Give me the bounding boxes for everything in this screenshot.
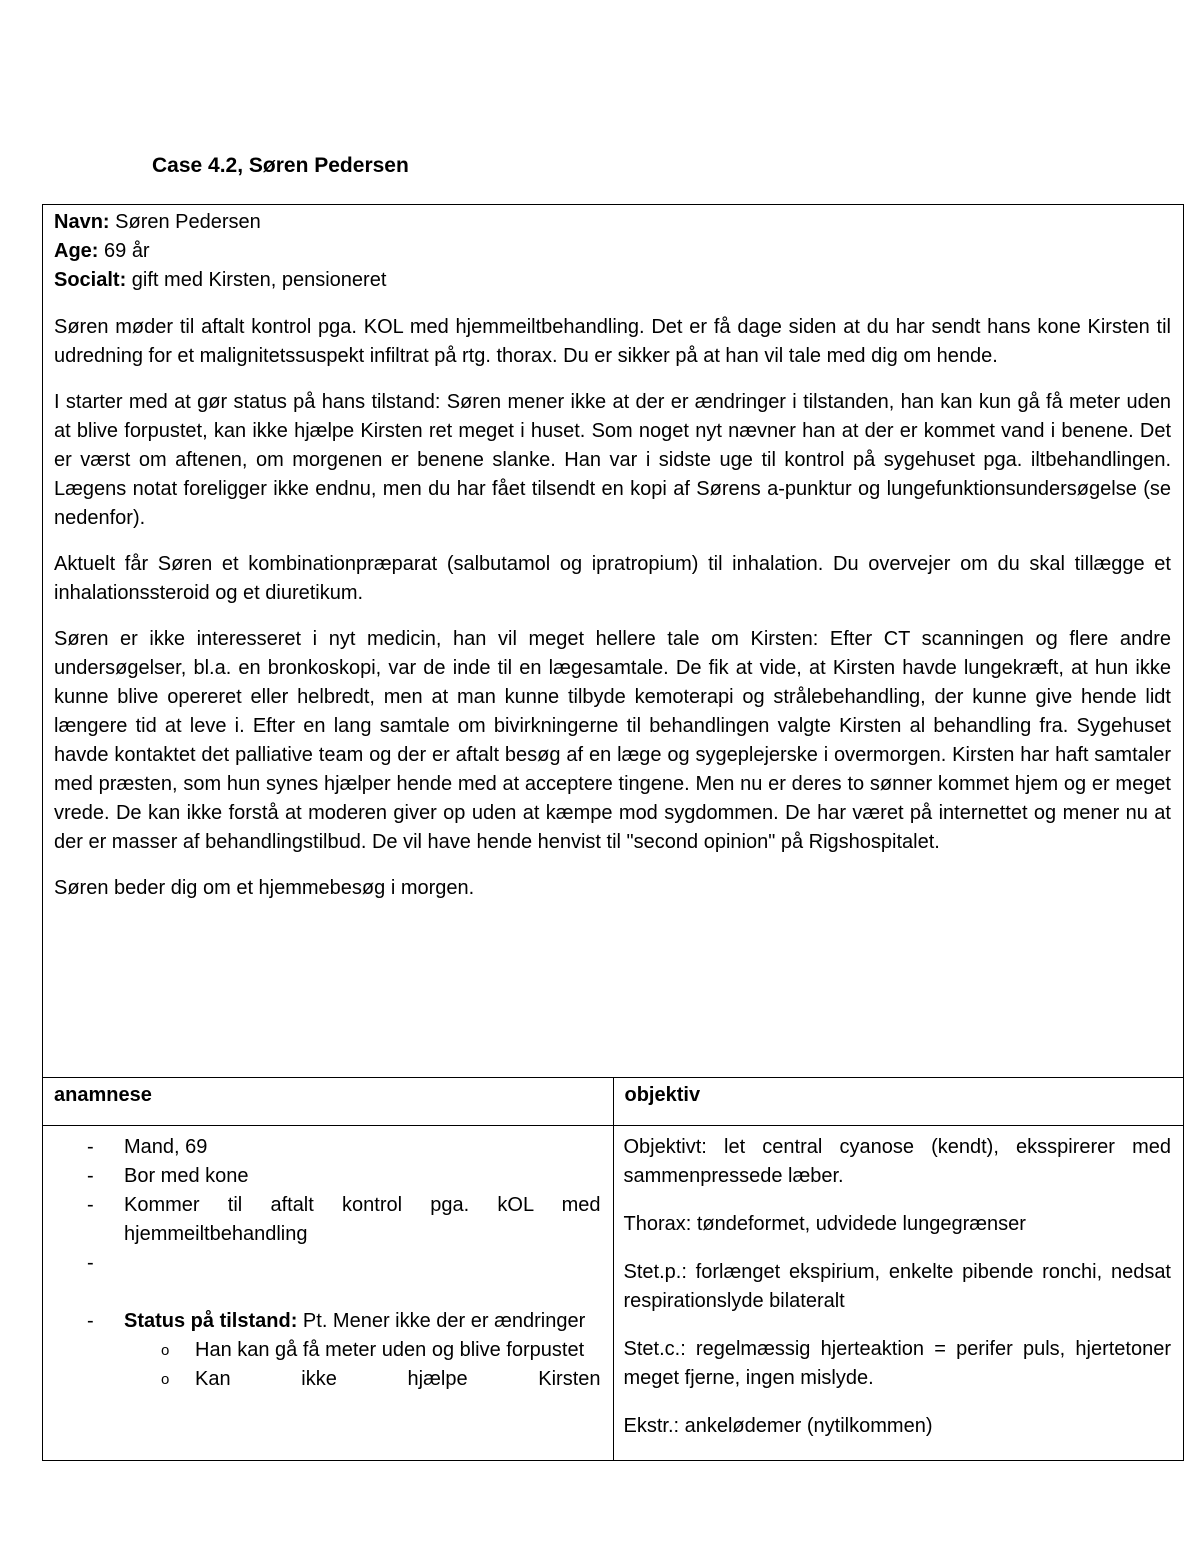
objektiv-paragraph: Objektivt: let central cyanose (kendt), eksspirerer med sammenpressede læber. (623, 1136, 1171, 1187)
case-paragraph: Søren er ikke interesseret i nyt medicin, han vil meget hellere tale om Kirsten: Efter CT scanningen og flere andre undersøgelser, bl.a. en bronkoskopi, var de inde til en lægesamtale. De fik at vide, at Kirsten havde lungekræft, at hun ikke kunne blive opereret eller helbredt, men at man kunne tilbyde kemoterapi og strålebehandling, der kunne give hende lidt længere tid at leve i. Efter en lang samtale om bivirkningerne til behandlingen valgte Kirsten al behandling fra. Sygehuset havde kontaktet det palliative team og der er aftalt besøg af en læge og sygeplejerske i overmorgen. Kirsten har haft samtaler med præsten, som hun synes hjælper hende med at acceptere tingene. Men nu er deres to sønner kommet hjem og er meget vrede. De kan ikke forstå at moderen giver op uden at kæmpe mod sygdommen. De har været på internettet og mener nu at der er masser af behandlingstilbud. De vil have hende henvist til "second opinion" på Rigshospitalet. (54, 628, 1171, 853)
social-line (54, 266, 1171, 295)
objektiv-paragraph: Stet.p.: forlænget ekspirium, enkelte pibende ronchi, nedsat respirationslyde bilateralt (623, 1261, 1171, 1312)
list-item-text: Mand, 69 (124, 1136, 208, 1158)
objektiv-paragraph: Stet.c.: regelmæssig hjerteaktion = perifer puls, hjertetoner meget fjerne, ingen mislyde. (623, 1338, 1171, 1389)
anamnese-cell (43, 1126, 614, 1461)
objektiv-paragraph: Thorax: tøndeformet, udvidede lungegrænser (623, 1213, 1026, 1235)
name-line (54, 208, 1171, 237)
list-item-empty: - (87, 1252, 94, 1274)
objektiv-cell (613, 1126, 1184, 1461)
social-label: Socialt: (54, 269, 127, 291)
sub-list-item: o Kan ikke hjælpe Kirsten (161, 1368, 601, 1390)
page-title: Case 4.2, Søren Pedersen (152, 154, 409, 177)
case-paragraph: Søren beder dig om et hjemmebesøg i morgen. (54, 877, 475, 899)
case-paragraph: Aktuelt får Søren et kombinationpræparat (salbutamol og ipratropium) til inhalation. Du overvejer om du skal tillægge et inhalationssteroid og et diuretikum. (54, 553, 1171, 604)
anamnese-header: anamnese (54, 1084, 152, 1106)
sub-list-item-text: Han kan gå få meter uden og blive forpustet (195, 1339, 585, 1361)
case-table (42, 204, 1184, 1461)
objektiv-paragraph: Ekstr.: ankelødemer (nytilkommen) (623, 1415, 933, 1437)
objektiv-header-cell (613, 1078, 1184, 1126)
list-item-text: Bor med kone (124, 1165, 249, 1187)
list-item: - Mand, 69 (87, 1136, 208, 1158)
social-value: gift med Kirsten, pensioneret (126, 269, 387, 291)
sub-list-item-text: Kan ikke hjælpe Kirsten (195, 1368, 601, 1390)
age-line (54, 237, 1171, 266)
case-description-cell (43, 205, 1184, 1078)
name-label: Navn: (54, 211, 110, 233)
status-text: Pt. Mener ikke der er ændringer (297, 1310, 586, 1332)
list-item-text: Kommer til aftalt kontrol pga. kOL med hjemmeiltbehandling (124, 1194, 601, 1245)
age-value: 69 år (98, 240, 150, 262)
list-item: - Kommer til aftalt kontrol pga. kOL med hjemmeiltbehandling (87, 1194, 601, 1245)
age-label: Age: (54, 240, 99, 262)
anamnese-header-cell (43, 1078, 614, 1126)
case-paragraph: Søren møder til aftalt kontrol pga. KOL med hjemmeiltbehandling. Det er få dage siden at du har sendt hans kone Kirsten til udredning for et malignitetssuspekt infiltrat på rtg. thorax. Du er sikker på at han vil tale med dig om hende. (54, 316, 1171, 367)
objektiv-header: objektiv (624, 1084, 701, 1106)
list-item-status: - Status på tilstand: Pt. Mener ikke der er ændringer (87, 1310, 586, 1332)
status-label: Status på tilstand: (124, 1310, 298, 1332)
sub-list-item: o Han kan gå få meter uden og blive forpustet (161, 1339, 585, 1361)
case-paragraph: I starter med at gør status på hans tilstand: Søren mener ikke at der er ændringer i tilstanden, han kan kun gå få meter uden at blive forpustet, kan ikke hjælpe Kirsten ret meget i huset. Som noget nyt nævner han at der er kommet vand i benene. Det er værst om aftenen, om morgenen er benene slanke. Han var i sidste uge til kontrol på sygehuset pga. iltbehandlingen. Lægens notat foreligger ikke endnu, men du har fået tilsendt en kopi af Sørens a-punktur og lungefunktionsundersøgelse (se nedenfor). (54, 391, 1171, 529)
list-item: - Bor med kone (87, 1165, 249, 1187)
name-value: Søren Pedersen (109, 211, 261, 233)
